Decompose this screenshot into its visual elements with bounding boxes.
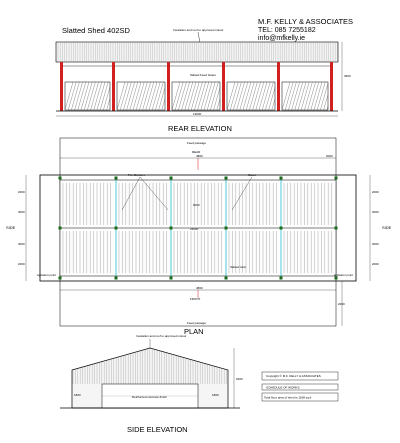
rear-hatch xyxy=(78,82,86,110)
side-roof-note: Insulation and roof to approved colour xyxy=(136,334,187,338)
plan-right-side: SIDE xyxy=(382,225,392,230)
rear-column xyxy=(112,62,115,111)
rear-hatch xyxy=(162,99,165,110)
rear-column xyxy=(330,62,333,111)
rear-hatch xyxy=(292,82,300,110)
rear-hatch xyxy=(120,82,128,110)
rear-hatch xyxy=(136,82,144,110)
plan-bottom-dim: 4800 xyxy=(196,286,203,290)
plan-centre-dim: 24000 xyxy=(190,227,199,231)
plan-bottom-label: Feed passage xyxy=(187,321,207,325)
side-height-dim: 6200 xyxy=(236,377,243,381)
rear-column xyxy=(222,62,225,111)
rear-hatch xyxy=(182,82,190,110)
side-elevation xyxy=(60,334,243,434)
plan-column xyxy=(280,177,283,180)
rear-elevation xyxy=(56,28,351,133)
rear-hatch xyxy=(214,88,220,110)
plan-column xyxy=(170,177,173,180)
rear-hatch xyxy=(100,82,108,110)
rear-hatch xyxy=(198,82,206,110)
rear-column xyxy=(60,62,63,111)
rear-centre-note: Slatted Feed Gates xyxy=(190,73,216,77)
rear-hatch xyxy=(87,82,95,110)
rear-hatch xyxy=(269,88,275,110)
pen-dividers-label: Pen Dividers xyxy=(128,173,146,177)
rear-column xyxy=(167,62,170,111)
rear-hatch xyxy=(194,82,202,110)
plan-column xyxy=(335,227,338,230)
plan-rear-label: REAR xyxy=(192,150,201,154)
rear-column xyxy=(277,62,280,111)
rear-height-dim: 3600 xyxy=(344,74,351,78)
plan-column xyxy=(59,277,62,280)
rear-hatch xyxy=(178,82,186,110)
plan-column xyxy=(280,227,283,230)
right-dim-2: 3000 xyxy=(372,210,379,214)
rear-hatch xyxy=(210,82,218,110)
plan-column xyxy=(225,227,228,230)
rear-hatch xyxy=(68,82,76,110)
rear-hatch xyxy=(146,82,154,110)
plan-column xyxy=(225,177,228,180)
rear-hatch xyxy=(130,82,138,110)
plan-title: PLAN xyxy=(184,327,204,336)
gates-label: Gates xyxy=(248,173,257,177)
agitation-left: Agitation point xyxy=(37,273,57,277)
company-email: info@mfkelly.ie xyxy=(258,35,306,42)
rear-hatch xyxy=(97,82,105,110)
plan-bottom-right-dim: 2000 xyxy=(338,302,345,306)
right-dim-3: 3000 xyxy=(372,242,379,246)
side-right-dim: 1800 xyxy=(212,393,219,397)
company-name: M.F. KELLY & ASSOCIATES xyxy=(258,17,354,26)
rear-hatch xyxy=(117,82,125,110)
rear-hatch xyxy=(298,82,306,110)
rear-hatch xyxy=(191,82,199,110)
legend-copyright: Copyright © M.F. KELLY & ASSOCIATES xyxy=(266,374,321,378)
rear-hatch xyxy=(240,82,248,110)
rear-hatch xyxy=(84,82,92,110)
rear-hatch xyxy=(172,82,180,110)
legend-line3: Total floor area of shed is 1168 sq.ft xyxy=(264,395,312,400)
agitation-right: Agitation point xyxy=(334,273,354,277)
rear-hatch xyxy=(152,82,160,110)
rear-hatch xyxy=(94,82,102,110)
rear-hatch xyxy=(103,87,110,110)
plan-column xyxy=(59,227,62,230)
plan-top-label: Feed passage xyxy=(187,141,207,145)
rear-hatch xyxy=(262,82,270,110)
rear-hatch xyxy=(314,82,322,110)
rear-hatch xyxy=(71,82,79,110)
plan-column xyxy=(335,177,338,180)
rear-hatch xyxy=(75,82,83,110)
rear-hatch xyxy=(143,82,151,110)
rear-hatch xyxy=(123,82,131,110)
right-dim-4: 2000 xyxy=(372,262,379,266)
rear-hatch xyxy=(139,82,147,110)
plan-front-label: FRONT xyxy=(190,297,201,301)
rear-width-dim: 19000 xyxy=(193,112,202,116)
rear-hatch xyxy=(308,82,316,110)
plan-left-side: SIDE xyxy=(6,225,16,230)
rear-hatch xyxy=(188,82,196,110)
rear-hatch xyxy=(311,82,319,110)
plan-column xyxy=(280,277,283,280)
rear-hatch xyxy=(243,82,251,110)
side-left-dim: 1800 xyxy=(74,393,81,397)
plan-view xyxy=(6,138,392,336)
plan-column xyxy=(115,277,118,280)
rear-hatch xyxy=(81,82,89,110)
left-dim-3: 3000 xyxy=(18,242,25,246)
plan-column xyxy=(225,277,228,280)
rear-hatch xyxy=(155,82,163,110)
rear-hatch xyxy=(282,82,290,110)
rear-roof-note: Insulation and roof to approved colour xyxy=(173,28,224,32)
side-base-note: Reinforced concrete finish xyxy=(132,395,167,399)
rear-hatch xyxy=(175,82,183,110)
rear-hatch xyxy=(304,82,312,110)
rear-hatch xyxy=(91,82,99,110)
rear-hatch xyxy=(201,82,209,110)
company-phone: TEL: 085 7255182 xyxy=(258,27,316,34)
rear-hatch xyxy=(227,82,235,110)
rear-hatch xyxy=(204,82,212,110)
rear-hatch xyxy=(237,82,245,110)
left-dim-2: 3000 xyxy=(18,210,25,214)
rear-hatch xyxy=(230,82,238,110)
rear-hatch xyxy=(249,82,257,110)
plan-top-right-dim: 2000 xyxy=(326,154,333,158)
rear-hatch xyxy=(265,82,273,110)
plan-column xyxy=(59,177,62,180)
legend-line2: SCHEDULE OF WORKS xyxy=(266,385,300,390)
plan-top-dim: 4800 xyxy=(196,154,203,158)
rear-hatch xyxy=(320,83,328,110)
drawing-title: Slatted Shed 402SD xyxy=(62,26,130,35)
plan-column xyxy=(170,227,173,230)
rear-hatch xyxy=(107,98,110,110)
rear-hatch xyxy=(256,82,264,110)
rear-hatch xyxy=(127,82,135,110)
right-dim-1: 2000 xyxy=(372,190,379,194)
left-dim-1: 2000 xyxy=(18,190,25,194)
plan-column xyxy=(115,227,118,230)
rear-hatch xyxy=(65,82,73,110)
rear-hatch xyxy=(185,82,193,110)
rear-hatch xyxy=(133,82,141,110)
rear-hatch xyxy=(272,99,275,110)
rear-hatch xyxy=(246,82,254,110)
side-elevation-title: SIDE ELEVATION xyxy=(127,425,188,434)
plan-column xyxy=(170,277,173,280)
slat-note: Slatted tank xyxy=(230,265,246,269)
rear-hatch xyxy=(233,82,241,110)
rear-hatch xyxy=(207,82,215,110)
rear-hatch xyxy=(301,82,309,110)
rear-hatch xyxy=(295,82,303,110)
rear-hatch xyxy=(159,88,165,110)
rear-hatch xyxy=(317,82,325,110)
rear-hatch xyxy=(288,82,296,110)
rear-elevation-title: REAR ELEVATION xyxy=(168,124,232,133)
rear-hatch xyxy=(259,82,267,110)
rear-hatch xyxy=(217,99,220,110)
left-dim-4: 2000 xyxy=(18,262,25,266)
rear-hatch xyxy=(285,82,293,110)
legend-box xyxy=(262,372,338,401)
plan-column xyxy=(115,177,118,180)
rear-hatch xyxy=(149,82,157,110)
rear-hatch xyxy=(253,82,261,110)
plan-span-dim: 6000 xyxy=(193,203,200,207)
